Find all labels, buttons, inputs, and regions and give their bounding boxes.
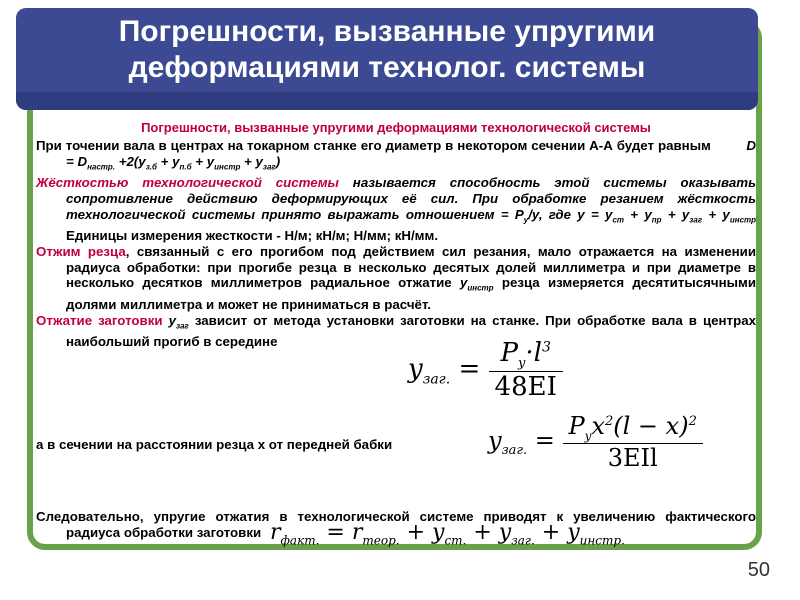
p4-text: зависит от метода установки заготовки на станке. При обработке вала в центрах наибольший прогиб в середине bbox=[66, 312, 756, 350]
paragraph-section: а в сечении на расстоянии резца х от передней бабки bbox=[36, 437, 393, 452]
term-stiffness: Жёсткостью технологической системы bbox=[36, 175, 339, 191]
slide-title: Погрешности, вызванные упругими деформациями технолог. системы bbox=[118, 15, 656, 84]
slide-content bbox=[36, 120, 756, 350]
p2-units: Единицы измерения жесткости - Н/м; кН/м; Н/мм; кН/мм. bbox=[66, 228, 439, 244]
page-number: 50 bbox=[747, 559, 770, 581]
p1-text: При точении вала в центрах на токарном станке его диаметр в некотором сечении А-А будет равным bbox=[36, 137, 711, 153]
p3-text2: резца измеряется десятитысячными долями миллиметра и может не приниматься в расчёт. bbox=[66, 275, 756, 312]
formula-section-deflection: $y_{заг.}$ = $\frac{P_yx^2(l - x)^2}{\text{3EIl}}$ bbox=[488, 412, 703, 472]
formula-actual-radius: $r_{факт.} = r_{теор.} + y_{ст.} + y_{заг.} + y_{инстр.}$ bbox=[270, 520, 625, 548]
term-workpiece: Отжатие заготовки bbox=[36, 312, 163, 328]
p3-text: , связанный с его прогибом под действием сил резания, мало отражается на изменении радиуса обработки: при прогибе резца в несколько десятых долей миллиметра и при диаметре в несколько десятков миллиметров радиальное отжатие bbox=[66, 243, 756, 291]
paragraph-cutter: Отжим резца, связанный с его прогибом под действием сил резания, мало отражается на изменении радиуса обработки: при прогибе резца в несколько десятых долей миллиметра и при диаметре в несколько десятков миллиметров радиальное отжатие $y_{инстр}$ резца измеряется десятитысячными долями миллиметра и может не приниматься в расчёт. bbox=[36, 243, 756, 312]
slide-subtitle: Погрешности, вызванные упругими деформациями технологической системы bbox=[141, 120, 651, 135]
p1-formula: $D = D_{настр.} +2(y_{з.б} + y_{п.б} + y_{инстр} + y_{заг})$ bbox=[66, 137, 756, 172]
paragraph-workpiece: Отжатие заготовки $y_{заг}$ зависит от метода установки заготовки на станке. При обработке вала в центрах наибольший прогиб в середине bbox=[36, 312, 756, 350]
paragraph-turning bbox=[36, 138, 756, 175]
paragraph-stiffness bbox=[36, 175, 756, 244]
p2-text: называется способность этой системы оказывать сопротивление действию деформирующих её сил. При обработке резанием жёсткость технологической системы принято выражать отношением bbox=[66, 175, 756, 222]
formula-max-deflection: $y_{заг.}$ = $\frac{P_y\cdot l^3}{48EI}$ bbox=[408, 338, 563, 402]
term-cutter: Отжим резца bbox=[36, 243, 126, 259]
paragraph-conclusion: Следовательно, упругие отжатия в технологической системе приводят к увеличению фактического радиуса обработки заготовки bbox=[36, 509, 756, 540]
p2-formula: = $P_y/y$, где $y = y_{ст} + y_{пр} + y_{заг} + y_{инстр}$ bbox=[500, 206, 757, 225]
